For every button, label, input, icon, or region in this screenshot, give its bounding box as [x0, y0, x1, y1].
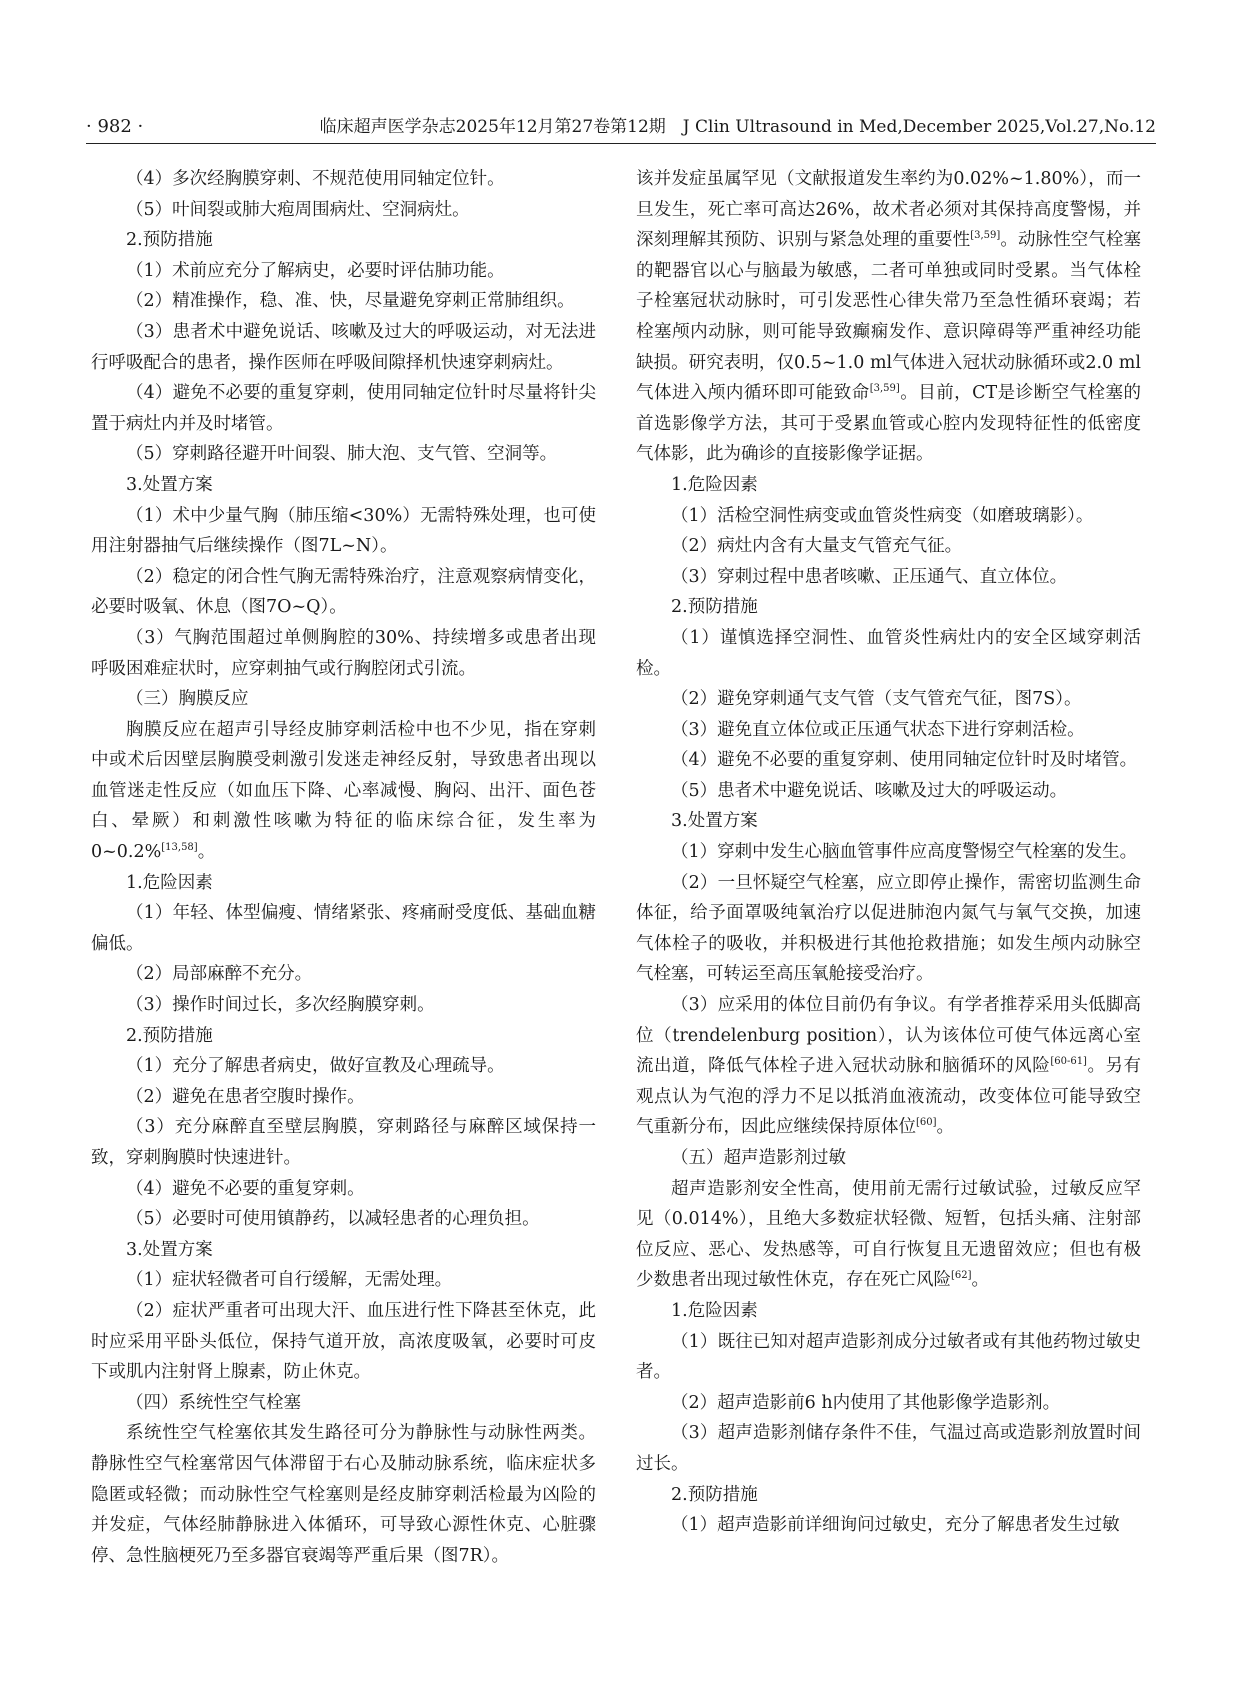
paragraph: （3）操作时间过长，多次经胸膜穿刺。 [126, 995, 435, 1016]
paragraph: （五）超声造影剂过敏 [671, 1148, 846, 1168]
header-rule [86, 143, 1156, 144]
paragraph: 1.危险因素 [671, 474, 758, 495]
paragraph: （4）避免不必要的重复穿刺，使用同轴定位针时尽量将针尖置于病灶内并及时堵管。 [91, 383, 596, 434]
paragraph: （5）患者术中避免说话、咳嗽及过大的呼吸运动。 [671, 780, 1068, 801]
citation-ref: [13,58] [161, 842, 198, 854]
paragraph: 3.处置方案 [126, 474, 213, 495]
page-number: · 982 · [86, 116, 144, 137]
paragraph: （1）年轻、体型偏瘦、情绪紧张、疼痛耐受度低、基础血糖偏低。 [91, 903, 596, 954]
paragraph: 超声造影剂安全性高，使用前无需行过敏试验，过敏反应罕见（0.014%），且绝大多数症状轻微、短暂，包括头痛、注射部位反应、恶心、发热感等，可自行恢复且无遗留效应；但也有极少数患者出现过敏性休克，存在死亡风险[62]。 [636, 1178, 1141, 1291]
paragraph: （4）避免不必要的重复穿刺。 [126, 1178, 365, 1199]
page-header [86, 112, 1156, 142]
paragraph: （5）穿刺路径避开叶间裂、肺大泡、支气管、空洞等。 [126, 444, 558, 465]
paragraph: （三）胸膜反应 [126, 689, 249, 710]
paragraph: 该并发症虽属罕见（文献报道发生率约为0.02%~1.80%），而一旦发生，死亡率可高达26%，故术者必须对其保持高度警惕，并深刻理解其预防、识别与紧急处理的重要性[3,59]。动脉性空气栓塞的靶器官以心与脑最为敏感，二者可单独或同时受累。当气体栓子栓塞冠状动脉时，可引发恶性心律失常乃至急性循环衰竭；若栓塞颅内动脉，则可能导致癫痫发作、意识障碍等严重神经功能缺损。研究表明，仅0.5~1.0 ml气体进入冠状动脉循环或2.0 ml气体进入颅内循环即可能致命[3,59]。目前，CT是诊断空气栓塞的首选影像学方法，其可于受累血管或心腔内发现特征性的低密度气体影，此为确诊的直接影像学证据。 [636, 169, 1142, 465]
citation-ref: [3,59] [970, 230, 1001, 242]
paragraph: （4）多次经胸膜穿刺、不规范使用同轴定位针。 [126, 169, 505, 189]
paragraph: （3）充分麻醉直至壁层胸膜，穿刺路径与麻醉区域保持一致，穿刺胸膜时快速进针。 [91, 1117, 596, 1168]
paragraph: 1.危险因素 [126, 872, 213, 893]
paragraph: （1）充分了解患者病史，做好宣教及心理疏导。 [126, 1056, 505, 1077]
paragraph: （1）术前应充分了解病史，必要时评估肺功能。 [126, 260, 505, 281]
paragraph: （2）病灶内含有大量支气管充气征。 [671, 536, 963, 557]
paragraph: （2）一旦怀疑空气栓塞，应立即停止操作，需密切监测生命体征，给予面罩吸纯氧治疗以促进肺泡内氮气与氧气交换，加速气体栓子的吸收，并积极进行其他抢救措施；如发生颅内动脉空气栓塞，可转运至高压氧舱接受治疗。 [636, 872, 1141, 985]
paragraph: （5）必要时可使用镇静药，以减轻患者的心理负担。 [126, 1209, 540, 1230]
paragraph: （1）术中少量气胸（肺压缩<30%）无需特殊处理，也可使用注射器抽气后继续操作（图7L~N）。 [91, 505, 596, 557]
paragraph: （2）避免在患者空腹时操作。 [126, 1086, 365, 1107]
paragraph: （2）局部麻醉不充分。 [126, 964, 313, 985]
citation-ref: [62] [951, 1270, 972, 1282]
citation-ref: [3,59] [869, 383, 900, 395]
paragraph: 1.危险因素 [671, 1300, 758, 1321]
paragraph: （5）叶间裂或肺大疱周围病灶、空洞病灶。 [126, 199, 470, 220]
paragraph: （1）既往已知对超声造影剂成分过敏者或有其他药物过敏史者。 [636, 1331, 1141, 1383]
paragraph: （1）穿刺中发生心脑血管事件应高度警惕空气栓塞的发生。 [671, 842, 1138, 863]
paragraph: 3.处置方案 [126, 1239, 213, 1260]
right-column [636, 164, 1141, 1541]
paragraph: 系统性空气栓塞依其发生路径可分为静脉性与动脉性两类。静脉性空气栓塞常因气体滞留于右心及肺动脉系统，临床症状多隐匿或轻微；而动脉性空气栓塞则是经皮肺穿刺活检最为凶险的并发症，气体经肺静脉进入体循环，可导致心源性休克、心脏骤停、急性脑梗死乃至多器官衰竭等严重后果（图7R）。 [91, 1423, 596, 1566]
paragraph: 2.预防措施 [126, 230, 213, 251]
paragraph: （四）系统性空气栓塞 [126, 1392, 301, 1413]
paragraph: （2）稳定的闭合性气胸无需特殊治疗，注意观察病情变化，必要时吸氧、休息（图7O~Q）。 [91, 566, 596, 618]
paragraph: （1）症状轻微者可自行缓解，无需处理。 [126, 1270, 453, 1291]
paragraph: （1）谨慎选择空洞性、血管炎性病灶内的安全区域穿刺活检。 [636, 627, 1141, 679]
paragraph: （3）穿刺过程中患者咳嗽、正压通气、直立体位。 [671, 566, 1068, 587]
paragraph: 2.预防措施 [126, 1025, 213, 1046]
paragraph: 胸膜反应在超声引导经皮肺穿刺活检中也不少见，指在穿刺中或术后因壁层胸膜受刺激引发迷走神经反射，导致患者出现以血管迷走性反应（如血压下降、心率减慢、胸闷、出汗、面色苍白、晕厥）和刺激性咳嗽为特征的临床综合征，发生率为0~0.2%[13,58]。 [91, 719, 596, 863]
paragraph: （2）避免穿刺通气支气管（支气管充气征，图7S）。 [671, 689, 1082, 710]
paragraph: （2）超声造影前6 h内使用了其他影像学造影剂。 [671, 1392, 1061, 1413]
paragraph: 2.预防措施 [671, 1484, 758, 1505]
paragraph: （3）气胸范围超过单侧胸腔的30%、持续增多或患者出现呼吸困难症状时，应穿刺抽气或行胸腔闭式引流。 [91, 627, 596, 679]
paragraph: （3）超声造影剂储存条件不佳，气温过高或造影剂放置时间过长。 [636, 1423, 1141, 1474]
paragraph: （2）精准操作，稳、准、快，尽量避免穿刺正常肺组织。 [126, 291, 575, 312]
paragraph: （3）应采用的体位目前仍有争议。有学者推荐采用头低脚高位（trendelenburg position），认为该体位可使气体远离心室流出道，降低气体栓子进入冠状动脉和脑循环的风险[60-61]。另有观点认为气泡的浮力不足以抵消血液流动，改变体位可能导致空气重新分布，因此应继续保持原体位[60]。 [636, 995, 1142, 1138]
citation-ref: [60] [916, 1117, 937, 1129]
paragraph: （4）避免不必要的重复穿刺、使用同轴定位针时及时堵管。 [671, 750, 1138, 771]
paragraph: （1）超声造影前详细询问过敏史，充分了解患者发生过敏 [671, 1515, 1120, 1536]
paragraph: 3.处置方案 [671, 811, 758, 832]
citation-ref: [60-61] [1050, 1056, 1087, 1068]
paragraph: 2.预防措施 [671, 597, 758, 618]
left-column [91, 164, 596, 1571]
paragraph: （3）患者术中避免说话、咳嗽及过大的呼吸运动，对无法进行呼吸配合的患者，操作医师在呼吸间隙择机快速穿刺病灶。 [91, 321, 596, 373]
running-title: 临床超声医学杂志2025年12月第27卷第12期 J Clin Ultrasound in Med,December 2025,Vol.27,No.12 [319, 117, 1156, 137]
paragraph: （3）避免直立体位或正压通气状态下进行穿刺活检。 [671, 719, 1085, 740]
paragraph: （2）症状严重者可出现大汗、血压进行性下降甚至休克，此时应采用平卧头低位，保持气道开放，高浓度吸氧，必要时可皮下或肌内注射肾上腺素，防止休克。 [91, 1300, 596, 1383]
paragraph: （1）活检空洞性病变或血管炎性病变（如磨玻璃影）。 [671, 505, 1094, 526]
